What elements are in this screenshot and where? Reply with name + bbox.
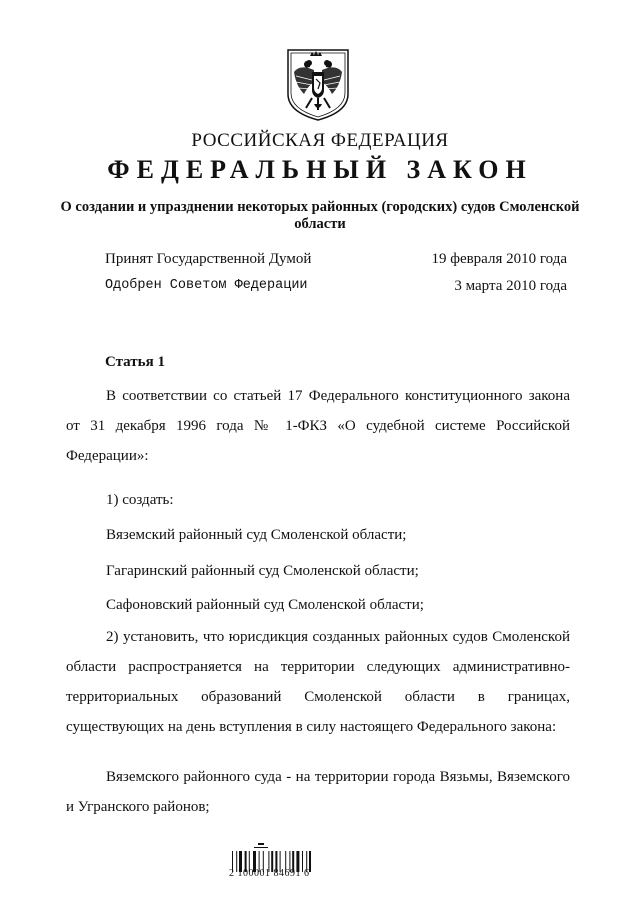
adoption-row — [105, 251, 567, 268]
court-list-item: Вяземский районный суд Смоленской области; — [106, 527, 407, 543]
article-intro-paragraph: В соответствии со статьей 17 Федерального конституционного закона от 31 декабря 1996 года № 1-ФКЗ «О судебной системе Российской Федерации»: — [66, 388, 570, 464]
item-1-create: 1) создать: — [106, 492, 174, 508]
adopted-date: 19 февраля 2010 года — [431, 251, 567, 267]
jurisdiction-vyazma-paragraph: Вяземского районного суда - на территории города Вязьмы, Вяземского и Угранского районов; — [66, 769, 570, 815]
approved-date: 3 марта 2010 года — [454, 278, 567, 294]
court-list-item: Гагаринский районный суд Смоленской области; — [106, 563, 419, 579]
item-2-jurisdiction-paragraph: 2) установить, что юрисдикция созданных районных судов Смоленской области распространяется на территории следующих административно-территориальных образований Смоленской области в границах, существующих на день вступления в силу настоящего Федерального закона: — [66, 629, 570, 735]
barcode-number: 2 100001 84691 6 — [229, 868, 310, 879]
article-title: Статья 1 — [105, 354, 165, 370]
country-heading: РОССИЙСКАЯ ФЕДЕРАЦИЯ — [191, 130, 449, 151]
court-list-item: Сафоновский районный суд Смоленской области; — [106, 597, 424, 613]
law-type-heading: ФЕДЕРАЛЬНЫЙ ЗАКОН — [107, 155, 533, 184]
coat-of-arms-emblem — [284, 46, 352, 122]
law-subject-title: О создании и упразднении некоторых районных (городских) судов Смоленской области — [60, 199, 580, 232]
approved-label: Одобрен Советом Федерации — [105, 278, 308, 293]
adopted-label: Принят Государственной Думой — [105, 251, 312, 267]
approval-row — [105, 278, 567, 295]
